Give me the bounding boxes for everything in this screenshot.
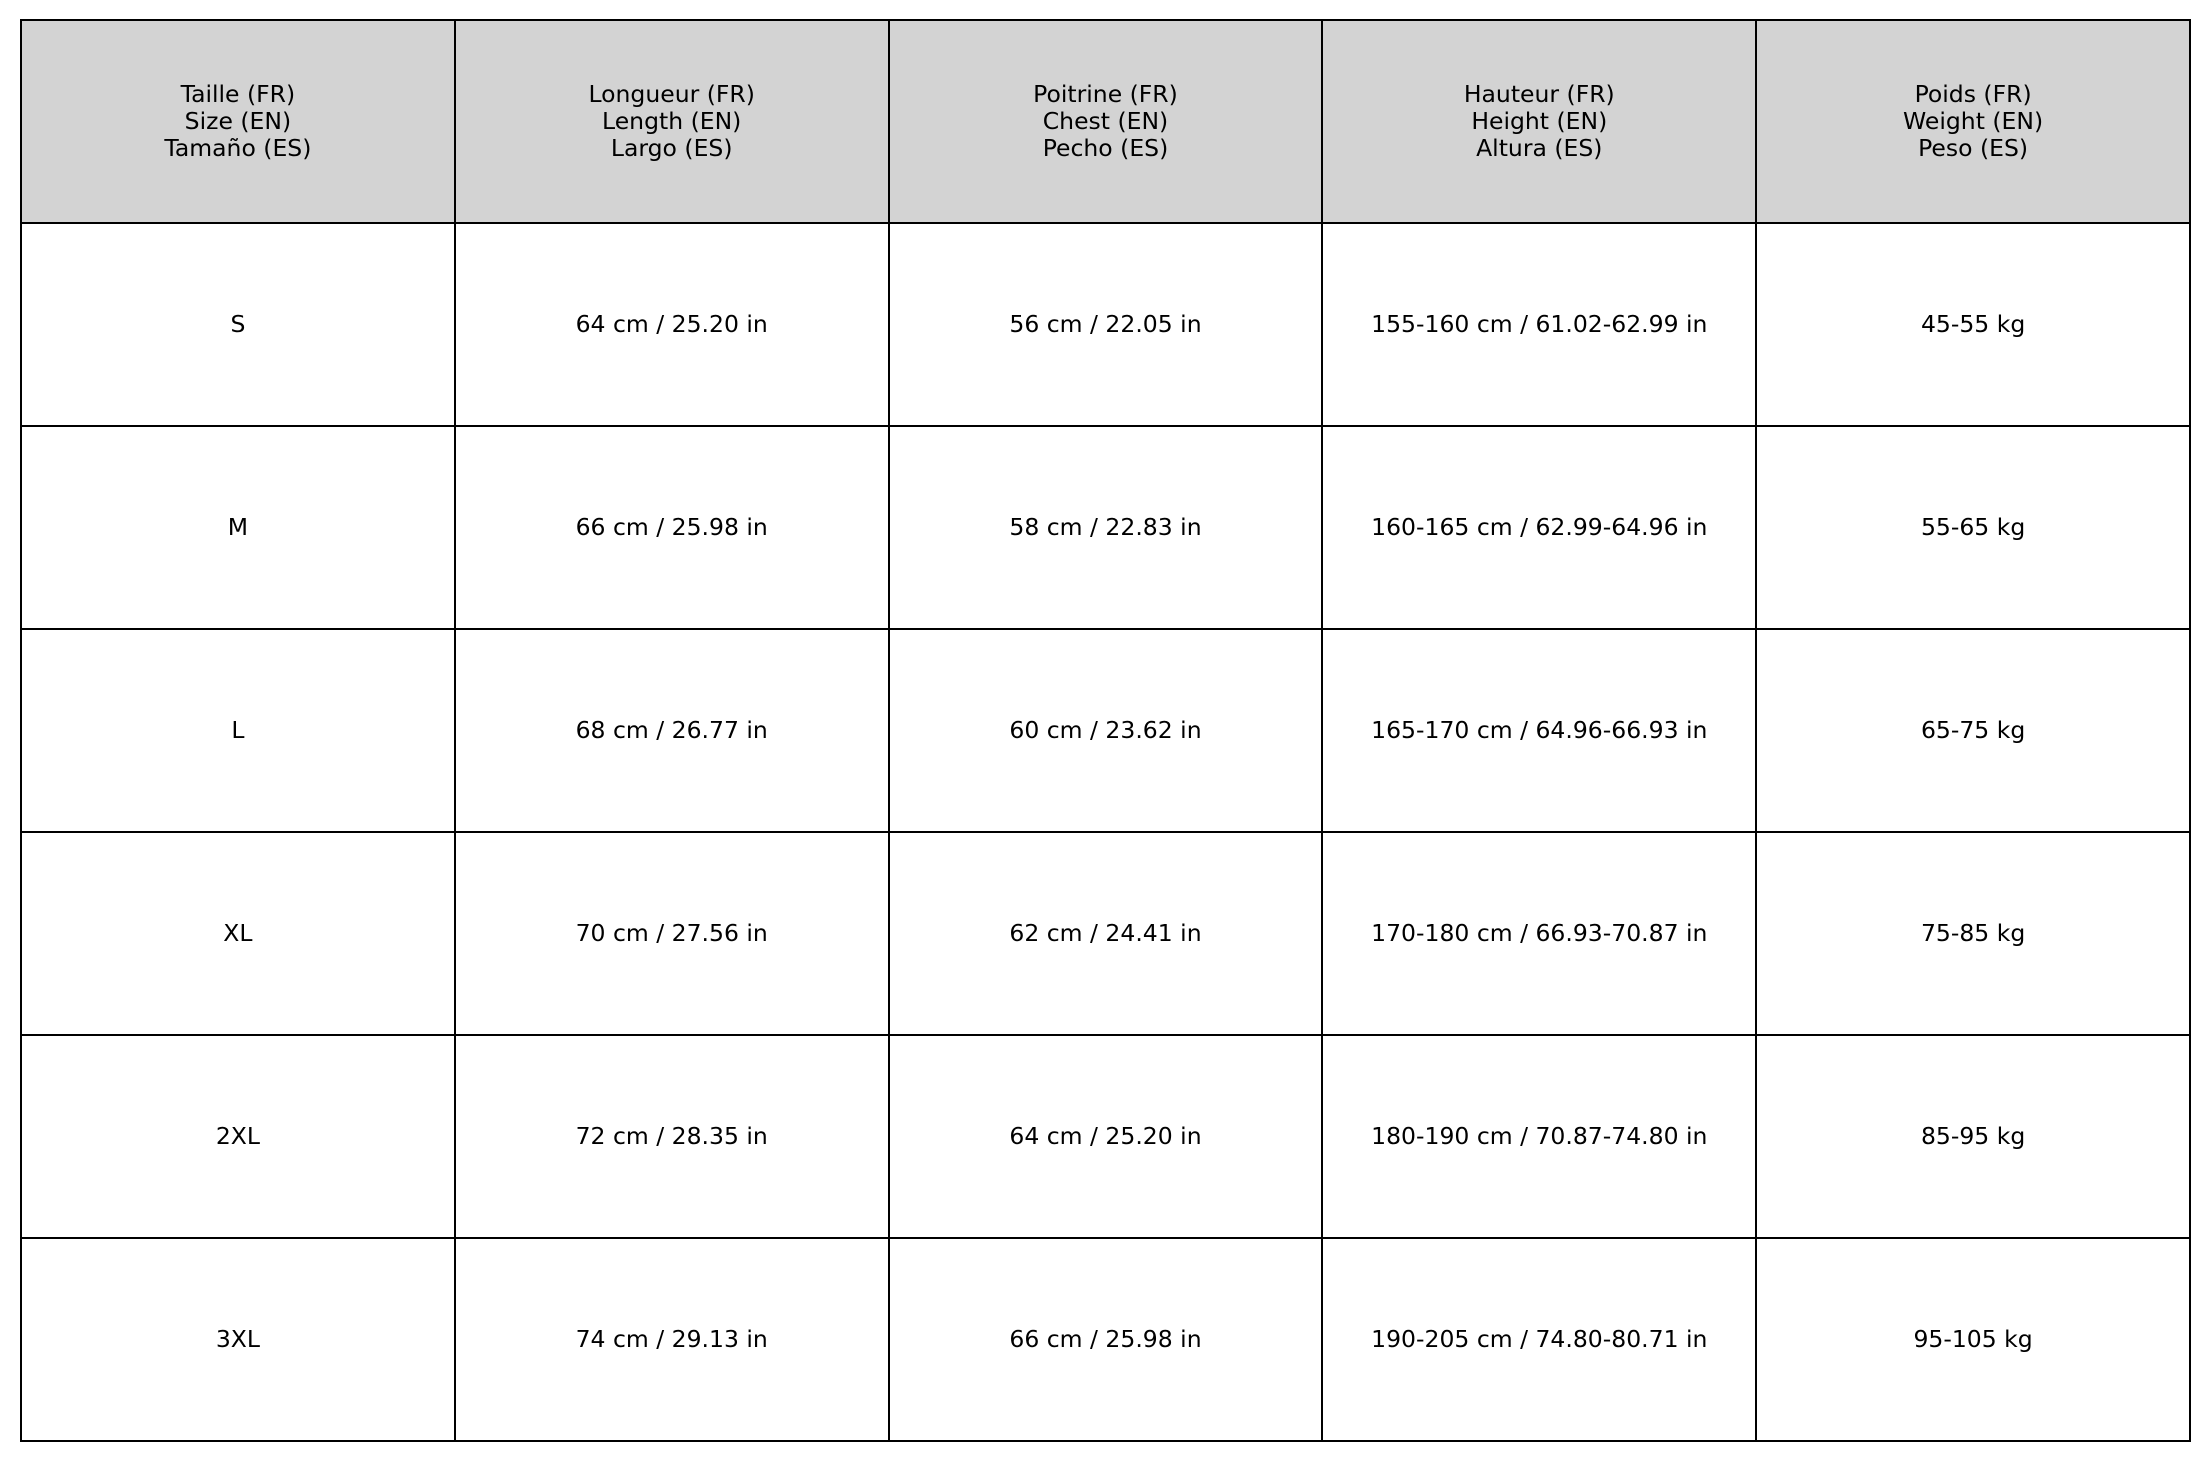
column-header-size-fr: Taille (FR) <box>180 80 296 108</box>
cell-chest: 58 cm / 22.83 in <box>889 426 1323 629</box>
column-header-height-es: Altura (ES) <box>1476 134 1603 162</box>
cell-length: 68 cm / 26.77 in <box>455 629 889 832</box>
column-header-chest-es: Pecho (ES) <box>1042 134 1169 162</box>
cell-chest: 56 cm / 22.05 in <box>889 223 1323 426</box>
cell-height: 160-165 cm / 62.99-64.96 in <box>1322 426 1756 629</box>
column-header-height-en: Height (EN) <box>1471 107 1608 135</box>
column-header-size-en: Size (EN) <box>184 107 292 135</box>
column-header-weight-en: Weight (EN) <box>1903 107 2044 135</box>
cell-length: 70 cm / 27.56 in <box>455 832 889 1035</box>
table-row <box>21 1238 2190 1441</box>
cell-weight: 45-55 kg <box>1756 223 2190 426</box>
cell-chest: 62 cm / 24.41 in <box>889 832 1323 1035</box>
table-row <box>21 426 2190 629</box>
table-header <box>21 20 2190 223</box>
table-body <box>21 223 2190 1441</box>
cell-chest: 66 cm / 25.98 in <box>889 1238 1323 1441</box>
column-header-chest-en: Chest (EN) <box>1042 107 1169 135</box>
cell-size: M <box>21 426 455 629</box>
table-row <box>21 1035 2190 1238</box>
column-header-size-es: Tamaño (ES) <box>164 134 312 162</box>
cell-size: XL <box>21 832 455 1035</box>
cell-height: 180-190 cm / 70.87-74.80 in <box>1322 1035 1756 1238</box>
column-header-length-es: Largo (ES) <box>610 134 733 162</box>
cell-weight: 55-65 kg <box>1756 426 2190 629</box>
column-header-chest <box>889 20 1323 223</box>
column-header-height-fr: Hauteur (FR) <box>1463 80 1615 108</box>
cell-chest: 64 cm / 25.20 in <box>889 1035 1323 1238</box>
cell-height: 165-170 cm / 64.96-66.93 in <box>1322 629 1756 832</box>
table-row <box>21 832 2190 1035</box>
cell-length: 66 cm / 25.98 in <box>455 426 889 629</box>
cell-height: 155-160 cm / 61.02-62.99 in <box>1322 223 1756 426</box>
column-header-height <box>1322 20 1756 223</box>
table-row <box>21 629 2190 832</box>
cell-size: S <box>21 223 455 426</box>
cell-weight: 95-105 kg <box>1756 1238 2190 1441</box>
cell-size: 3XL <box>21 1238 455 1441</box>
cell-height: 190-205 cm / 74.80-80.71 in <box>1322 1238 1756 1441</box>
cell-length: 72 cm / 28.35 in <box>455 1035 889 1238</box>
column-header-weight-es: Peso (ES) <box>1918 134 2029 162</box>
column-header-size <box>21 20 455 223</box>
column-header-weight <box>1756 20 2190 223</box>
cell-weight: 65-75 kg <box>1756 629 2190 832</box>
cell-size: 2XL <box>21 1035 455 1238</box>
table-row <box>21 223 2190 426</box>
cell-size: L <box>21 629 455 832</box>
column-header-length-fr: Longueur (FR) <box>588 80 755 108</box>
column-header-length <box>455 20 889 223</box>
cell-length: 64 cm / 25.20 in <box>455 223 889 426</box>
column-header-chest-fr: Poitrine (FR) <box>1033 80 1178 108</box>
cell-height: 170-180 cm / 66.93-70.87 in <box>1322 832 1756 1035</box>
column-header-weight-fr: Poids (FR) <box>1914 80 2032 108</box>
cell-weight: 75-85 kg <box>1756 832 2190 1035</box>
cell-weight: 85-95 kg <box>1756 1035 2190 1238</box>
cell-chest: 60 cm / 23.62 in <box>889 629 1323 832</box>
size-chart-table <box>20 19 2191 1442</box>
cell-length: 74 cm / 29.13 in <box>455 1238 889 1441</box>
header-row <box>21 20 2190 223</box>
column-header-length-en: Length (EN) <box>602 107 742 135</box>
